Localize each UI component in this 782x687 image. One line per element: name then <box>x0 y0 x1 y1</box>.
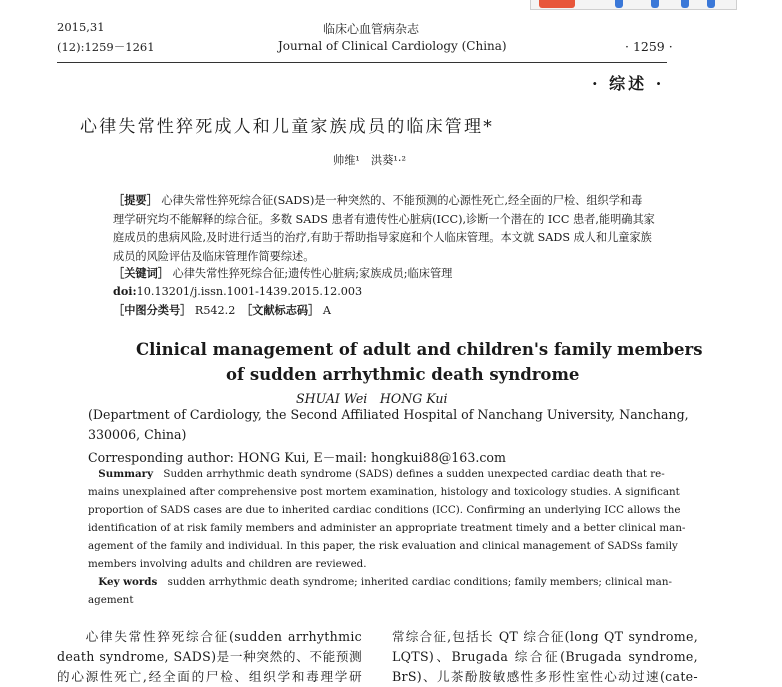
body-right-column <box>392 627 698 686</box>
summary-line: proportion of SADS cases are due to inherited cardiac conditions (ICC). Confirming an underlying ICC allows the <box>88 504 681 516</box>
summary-label: Summary <box>98 468 154 480</box>
body-left-column <box>57 627 362 686</box>
section-label: · 综述 · <box>592 74 665 93</box>
affiliation-line2: 330006, China) <box>88 427 187 442</box>
authors-en: SHUAI Wei HONG Kui <box>296 391 448 406</box>
summary-line: Sudden arrhythmic death syndrome (SADS) defines a sudden unexpected cardiac death that re- <box>163 468 665 480</box>
summary-line: members involving adults and children are reviewed. <box>88 558 367 570</box>
article-title-en-line1: Clinical management of adult and children's family members <box>136 340 703 359</box>
classification-line <box>113 302 331 318</box>
toolbar-icon[interactable] <box>651 0 659 8</box>
doi-label: doi: <box>113 284 137 298</box>
keywords-en-label: Key words <box>98 576 158 588</box>
abstract-label: ［提要］ <box>113 193 158 207</box>
header-rule <box>57 62 667 63</box>
corresponding-author: Corresponding author: HONG Kui, E－mail: hongkui88@163.com <box>88 450 506 465</box>
keywords-cn <box>113 265 452 281</box>
article-title-en-line2: of sudden arrhythmic death syndrome <box>226 365 580 384</box>
issue-pages: (12):1259－1261 <box>57 40 155 54</box>
summary-line: identification of at risk family members and administer an appropriate treatment timely and a better clinical man- <box>88 522 686 534</box>
doc-code-value: A <box>322 304 331 317</box>
body-line: death syndrome, SADS)是一种突然的、不能预测 <box>57 648 362 664</box>
toolbar-icon[interactable] <box>681 0 689 8</box>
doi-line <box>113 284 362 298</box>
keywords-en-line: sudden arrhythmic death syndrome; inherited cardiac conditions; family members; clinical man- <box>167 576 672 588</box>
body-line: 常综合征,包括长 QT 综合征(long QT syndrome, <box>392 629 698 644</box>
summary-en <box>88 465 686 573</box>
page-number: · 1259 · <box>625 39 673 54</box>
clc-value: R542.2 <box>194 304 236 317</box>
body-line: 的心源性死亡,经全面的尸检、组织学和毒理学研 <box>57 668 362 684</box>
keywords-label: ［关键词］ <box>113 266 169 280</box>
authors-cn: 帅维¹ 洪葵¹·² <box>333 154 406 167</box>
article-title-cn: 心律失常性猝死成人和儿童家族成员的临床管理* <box>80 117 494 137</box>
clc-label: ［中图分类号］ <box>113 303 192 317</box>
doc-code-label: ［文献标志码］ <box>246 303 320 317</box>
abstract-line: 成员的风险评估及临床管理作简要综述。 <box>113 249 315 263</box>
summary-line: mains unexplained after comprehensive post mortem examination, histology and toxicology studies. A significant <box>88 486 680 498</box>
year-volume: 2015,31 <box>57 20 105 34</box>
body-line: 心律失常性猝死综合征(sudden arrhythmic <box>85 629 362 644</box>
toolbar-icon[interactable] <box>615 0 623 8</box>
body-line: BrS)、儿茶酚胺敏感性多形性室性心动过速(cate- <box>392 668 698 684</box>
keywords-value: 心律失常性猝死综合征;遗传性心脏病;家族成员;临床管理 <box>172 267 453 280</box>
abstract-line: 心律失常性猝死综合征(SADS)是一种突然的、不能预测的心源性死亡,经全面的尸检、组织学和毒 <box>161 194 643 207</box>
abstract-line: 理学研究均不能解释的综合征。多数 SADS 患者有遗传性心脏病(ICC),诊断一个潜在的 ICC 患者,能明确其家 <box>113 212 655 226</box>
doi-value[interactable]: 10.13201/j.issn.1001-1439.2015.12.003 <box>136 285 363 298</box>
summary-line: agement of the family and individual. In this paper, the risk evaluation and clinical management of SADSs family <box>88 540 678 552</box>
keywords-en-line: agement <box>88 594 134 606</box>
abstract-cn <box>113 191 666 266</box>
app-logo-icon[interactable] <box>539 0 575 8</box>
keywords-en <box>88 573 672 609</box>
body-line: LQTS)、Brugada 综合征(Brugada syndrome, <box>392 648 698 664</box>
viewer-toolbar <box>530 0 737 10</box>
journal-name-en: Journal of Clinical Cardiology (China) <box>278 39 507 53</box>
affiliation-line1: (Department of Cardiology, the Second Affiliated Hospital of Nanchang University, Nanchang, <box>88 407 689 422</box>
journal-name-cn: 临床心血管病杂志 <box>323 22 420 36</box>
toolbar-icon[interactable] <box>707 0 715 8</box>
abstract-line: 庭成员的患病风险,及时进行适当的治疗,有助于帮助指导家庭和个人临床管理。本文就 SADS 成人和儿童家族 <box>113 231 652 244</box>
